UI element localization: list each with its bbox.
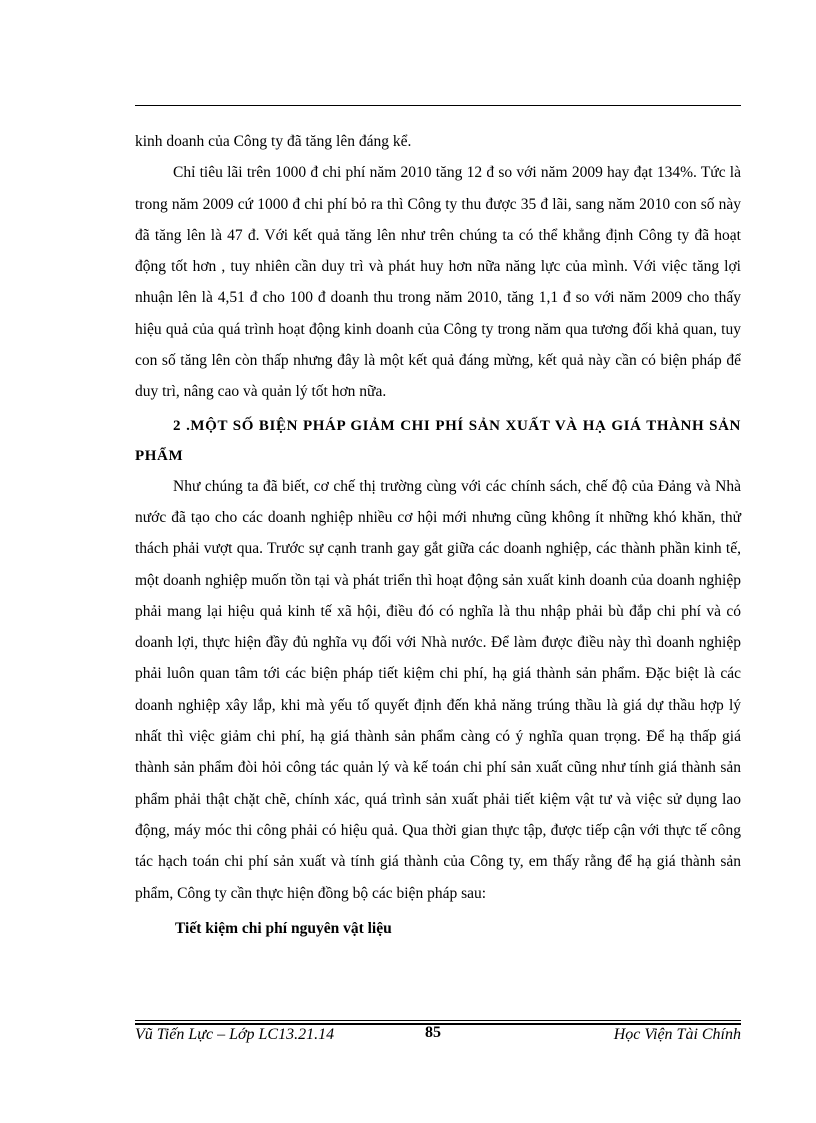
paragraph-cost-measures: Như chúng ta đã biết, cơ chế thị trường cùng với các chính sách, chế độ của Đảng và Nhà nước đã tạo cho các doanh nghiệp nhiều cơ hội mới nhưng cũng không ít những khó khăn, thử thách phải vượt qua. Trước sự cạnh tranh gay gắt giữa các doanh nghiệp, các thành phần kinh tế, một doanh nghiệp muốn tồn tại và phát triển thì hoạt động sản xuất kinh doanh của doanh nghiệp phải mang lại hiệu quả kinh tế xã hội, điều đó có nghĩa là thu nhập phải bù đắp chi phí và có doanh lợi, thực hiện đầy đủ nghĩa vụ đối với Nhà nước. Để làm được điều này thì doanh nghiệp phải luôn quan tâm tới các biện pháp tiết kiệm chi phí, hạ giá thành sản phẩm. Đặc biệt là các doanh nghiệp xây lắp, khi mà yếu tố quyết định đến khả năng trúng thầu là giá dự thầu hợp lý nhất thì việc giảm chi phí, hạ giá thành sản phẩm càng có ý nghĩa quan trọng. Để hạ thấp giá thành sản phẩm đòi hỏi công tác quản lý và kế toán chi phí sản xuất cũng như tính giá thành sản phẩm phải thật chặt chẽ, chính xác, quá trình sản xuất phải tiết kiệm vật tư và việc sử dụng lao động, máy móc thi công phải có hiệu quả. Qua thời gian thực tập, được tiếp cận với thực tế công tác hạch toán chi phí sản xuất và tính giá thành của Công ty, em thấy rằng để hạ giá thành sản phẩm, Công ty cần thực hiện đồng bộ các biện pháp sau: (135, 477, 741, 902)
page-number: 85 (425, 1024, 441, 1041)
section-heading: 2 .MỘT SỐ BIỆN PHÁP GIẢM CHI PHÍ SẢN XUẤT VÀ HẠ GIÁ THÀNH SẢN PHẨM (135, 417, 741, 464)
header-rule (135, 105, 741, 106)
footer-institution: Học Viện Tài Chính (613, 1026, 741, 1043)
paragraph-profit-analysis: Chỉ tiêu lãi trên 1000 đ chi phí năm 2010 tăng 12 đ so với năm 2009 hay đạt 134%. Tức là trong năm 2009 cứ 1000 đ chi phí bỏ ra thì Công ty thu được 35 đ lãi, sang năm 2010 con số này đã tăng lên là 47 đ. Với kết quả tăng lên như trên chúng ta có thể khẳng định Công ty đã hoạt động tốt hơn , tuy nhiên cần duy trì và phát huy hơn nữa năng lực của mình. Với việc tăng lợi nhuận lên là 4,51 đ cho 100 đ doanh thu trong năm 2010, tăng 1,1 đ so với năm 2009 cho thấy hiệu quả của quá trình hoạt động kinh doanh của Công ty trong năm qua tương đối khả quan, tuy con số tăng lên còn thấp nhưng đây là một kết quả đáng mừng, kết quả này cần có biện pháp để duy trì, nâng cao và quản lý tốt hơn nữa. (135, 164, 741, 401)
page-body (135, 126, 741, 944)
footer-rule-thin (135, 1020, 741, 1021)
footer-author: Vũ Tiến Lực – Lớp LC13.21.14 (135, 1026, 335, 1043)
paragraph-continuation: kinh doanh của Công ty đã tăng lên đáng kể. (135, 133, 412, 150)
subsection-heading: Tiết kiệm chi phí nguyên vật liệu (175, 919, 392, 937)
